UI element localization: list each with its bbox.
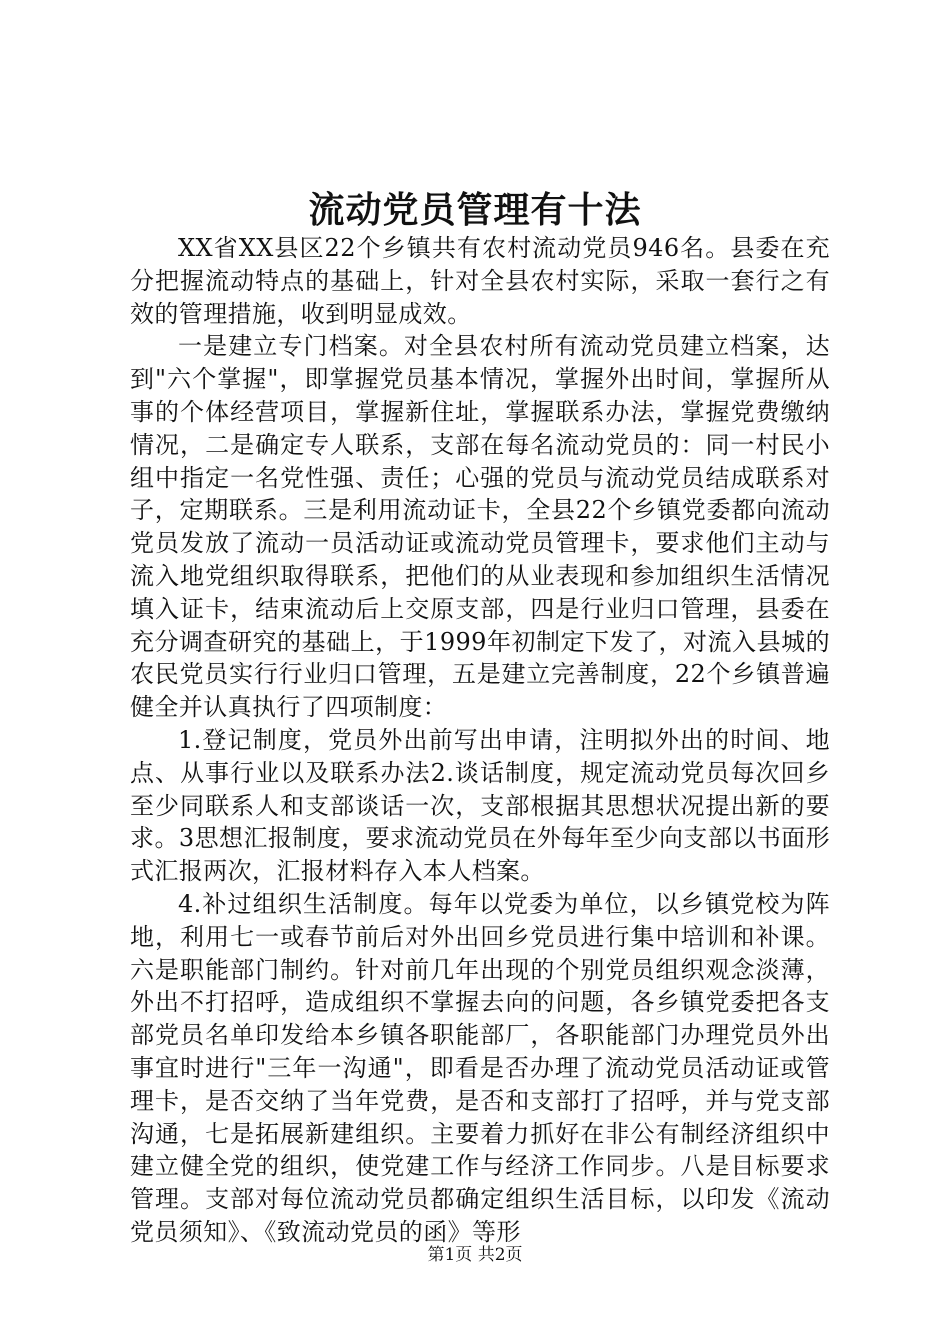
document-title: 流动党员管理有十法 [308,189,642,231]
page-number: 第1页 共2页 [427,1245,523,1265]
paragraph-intro: XX省XX县区22个乡镇共有农村流动党员946名。县委在充分把握流动特点的基础上，针对全县农村实际，采取一套行之有效的管理措施，收到明显成效。 [130,234,830,328]
paragraph-measures: 一是建立专门档案。对全县农村所有流动党员建立档案，达到"六个掌握"，即掌握党员基本情况，掌握外出时间，掌握所从事的个体经营项目，掌握新住址，掌握联系办法，掌握党费缴纳情况，二是确定专人联系，支部在每名流动党员的：同一村民小组中指定一名党性强、责任；心强的党员与流动党员结成联系对子，定期联系。三是利用流动证卡，全县22个乡镇党委都向流动党员发放了流动一员活动证或流动党员管理卡，要求他们主动与流入地党组织取得联系，把他们的从业表现和参加组织生活情况填入证卡，结束流动后上交原支部，四是行业归口管理，县委在充分调查研究的基础上，于1999年初制定下发了，对流入县城的农民党员实行行业归口管理，五是建立完善制度，22个乡镇普遍健全并认真执行了四项制度： [130,332,830,722]
paragraph-rules: 1.登记制度，党员外出前写出申请，注明拟外出的时间、地点、从事行业以及联系办法2.谈话制度，规定流动党员每次回乡至少同联系人和支部谈话一次，支部根据其思想状况提出新的要求。3思想汇报制度，要求流动党员在外每年至少向支部以书面形式汇报两次，汇报材料存入本人档案。 [130,725,830,886]
document-body [130,232,830,1249]
paragraph-training: 4.补过组织生活制度。每年以党委为单位，以乡镇党校为阵地，利用七一或春节前后对外出回乡党员进行集中培训和补课。六是职能部门制约。针对前几年出现的个别党员组织观念淡薄，外出不打招呼，造成组织不掌握去向的问题，各乡镇党委把各支部党员名单印发给本乡镇各职能部厂，各职能部门办理党员外出事宜时进行"三年一沟通"，即看是否办理了流动党员活动证或管理卡，是否交纳了当年党费，是否和支部打了招呼，并与党支部沟通，七是拓展新建组织。主要着力抓好在非公有制经济组织中建立健全党的组织，使党建工作与经济工作同步。八是目标要求管理。支部对每位流动党员都确定组织生活目标，以印发《流动党员须知》、《致流动党员的函》等形 [130,889,830,1246]
